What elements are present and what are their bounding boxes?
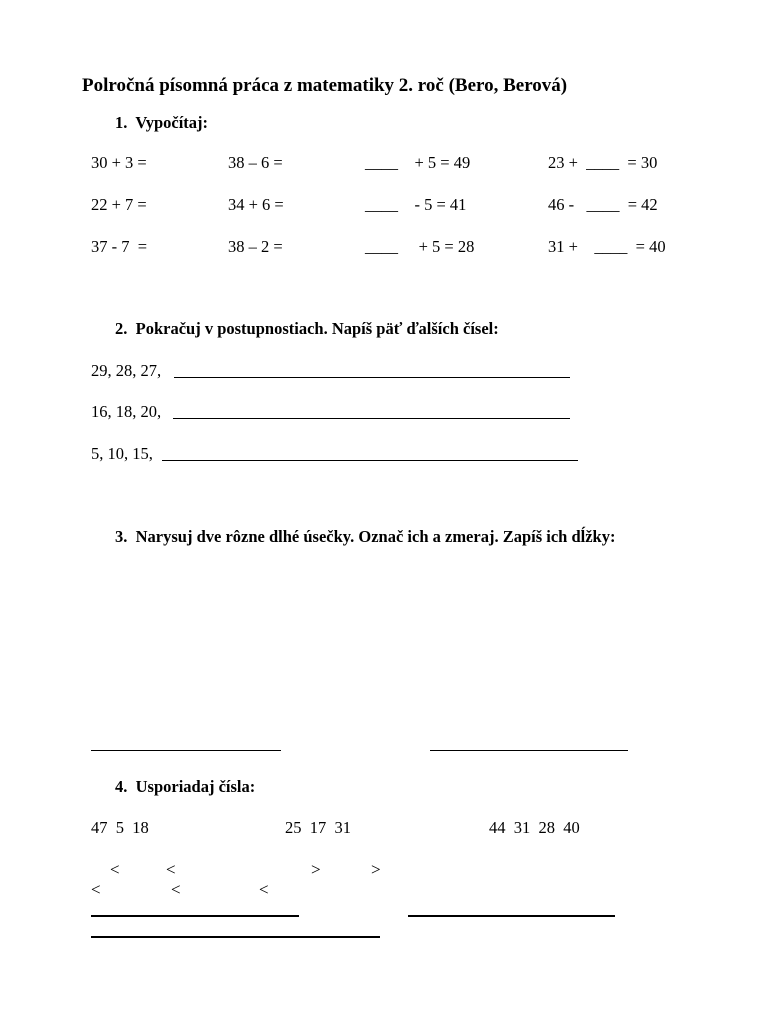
- segment-length-line-2: [430, 750, 628, 751]
- task1-r1-c4: 23 + ____ = 30: [548, 153, 658, 172]
- task1-r2-c4: 46 - ____ = 42: [548, 195, 658, 214]
- task1-r2-c3: ____ - 5 = 41: [365, 195, 467, 214]
- task1-r1-c2: 38 – 6 =: [228, 153, 283, 172]
- less-than-symbol: <: [110, 860, 120, 879]
- task1-r3-c1: 37 - 7 =: [91, 237, 148, 256]
- order-answer-line-3: [91, 936, 380, 938]
- order-answer-line-2: [408, 915, 615, 917]
- sequence-3: 5, 10, 15,: [91, 444, 153, 463]
- sequence-1-answer-line: [174, 377, 570, 378]
- task1-r3-c3: ____ + 5 = 28: [365, 237, 475, 256]
- less-than-symbol: <: [166, 860, 176, 879]
- sequence-2-answer-line: [173, 418, 570, 419]
- task2-heading: 2. Pokračuj v postupnostiach. Napíš päť ďalších čísel:: [115, 319, 499, 338]
- numbers-group-3: 44 31 28 40: [489, 818, 580, 837]
- order-answer-line-1: [91, 915, 299, 917]
- task1-r2-c1: 22 + 7 =: [91, 195, 147, 214]
- task1-r1-c3: ____ + 5 = 49: [365, 153, 471, 172]
- segment-length-line-1: [91, 750, 281, 751]
- greater-than-symbol: >: [371, 860, 381, 879]
- less-than-symbol: <: [259, 880, 269, 899]
- less-than-symbol: <: [171, 880, 181, 899]
- task1-r1-c1: 30 + 3 =: [91, 153, 147, 172]
- less-than-symbol: <: [91, 880, 101, 899]
- sequence-2: 16, 18, 20,: [91, 402, 162, 421]
- task1-r3-c4: 31 + ____ = 40: [548, 237, 666, 256]
- task1-r2-c2: 34 + 6 =: [228, 195, 284, 214]
- document-title: Polročná písomná práca z matematiky 2. roč (Bero, Berová): [82, 75, 568, 96]
- task3-heading: 3. Narysuj dve rôzne dlhé úsečky. Označ ich a zmeraj. Zapíš ich dĺžky:: [115, 527, 616, 546]
- task4-heading: 4. Usporiadaj čísla:: [115, 777, 256, 796]
- numbers-group-2: 25 17 31: [285, 818, 351, 837]
- task1-r3-c2: 38 – 2 =: [228, 237, 283, 256]
- numbers-group-1: 47 5 18: [91, 818, 149, 837]
- sequence-1: 29, 28, 27,: [91, 361, 162, 380]
- task1-heading: 1. Vypočítaj:: [115, 113, 209, 132]
- sequence-3-answer-line: [162, 460, 578, 461]
- greater-than-symbol: >: [311, 860, 321, 879]
